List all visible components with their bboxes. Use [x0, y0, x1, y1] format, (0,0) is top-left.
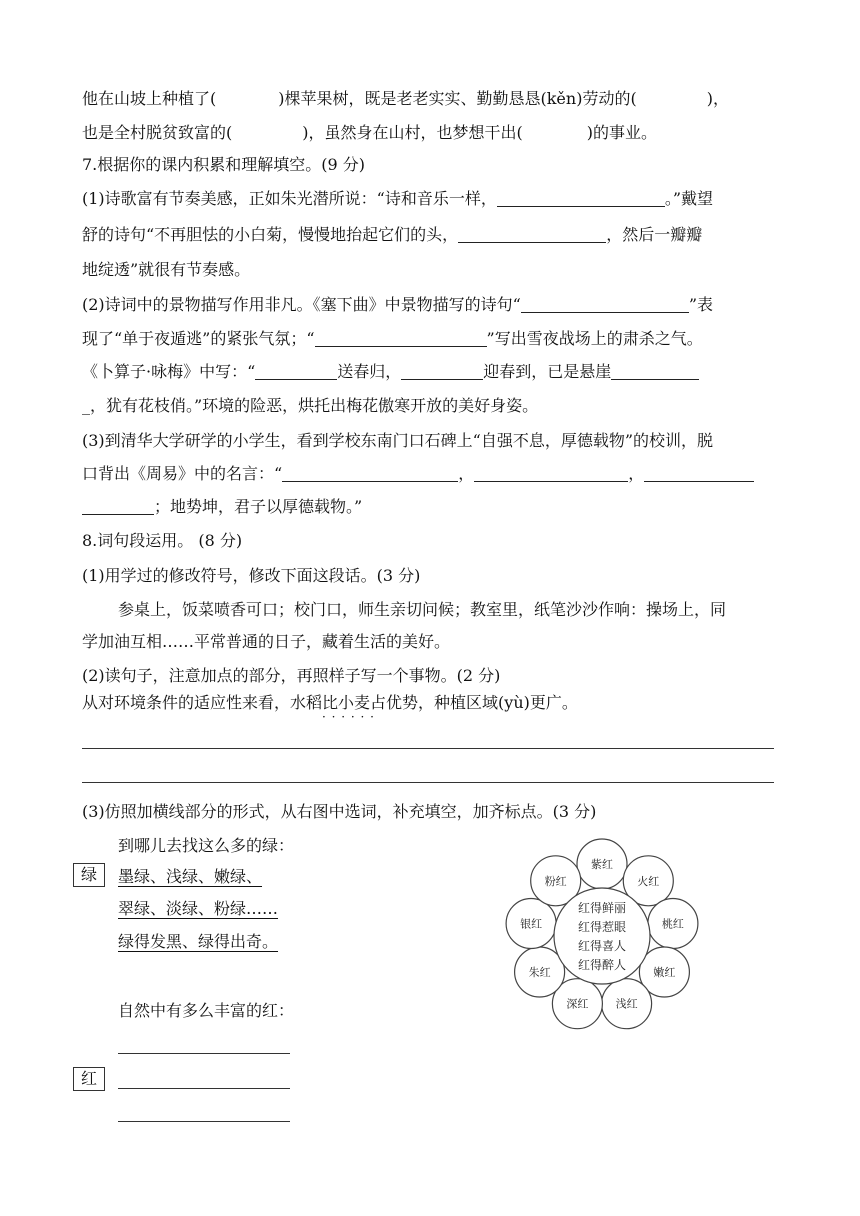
text: (2)诗词中的景物描写作用非凡。《塞下曲》中景物描写的诗句“ — [82, 295, 521, 314]
answer-line-1[interactable] — [82, 748, 774, 749]
q6-text: )， — [706, 89, 729, 108]
q7-blank-4[interactable] — [315, 330, 487, 347]
q6-text: 他在山坡上种植了( — [82, 89, 217, 108]
q8-p1-title: (1)用学过的修改符号，修改下面这段话。(3 分) — [82, 566, 421, 585]
text: ， — [628, 464, 645, 483]
q7-blank-1[interactable] — [497, 190, 665, 207]
text: ，种植区域(yù)更广。 — [418, 693, 578, 712]
q6-line-2 — [82, 122, 782, 144]
text: ， — [458, 464, 475, 483]
q7-p2-line-1 — [82, 294, 782, 316]
text: 《卜算子·咏梅》中写：“ — [82, 362, 256, 381]
flower-center-label: 红得鲜丽 — [577, 901, 627, 915]
q6-text: )的事业。 — [586, 123, 657, 142]
text: 口背出《周易》中的名言：“ — [82, 464, 283, 483]
text: 。”戴望 — [664, 189, 714, 208]
flower-petal-label: 紫红 — [591, 858, 613, 871]
q7-blank-2[interactable] — [458, 226, 606, 243]
q8-p1-text-2: 学加油互相……平常普通的日子，藏着生活的美好。 — [82, 632, 451, 651]
text: ，然后一瓣瓣 — [606, 225, 703, 244]
flower-petal-label: 朱红 — [528, 966, 551, 979]
text: ；地势坤，君子以厚德载物。” — [154, 497, 363, 516]
flower-center-label: 红得喜人 — [577, 939, 627, 953]
q7-p3-line-3 — [82, 496, 782, 518]
q7-p2-line-2 — [82, 328, 782, 350]
text: ”表 — [688, 295, 714, 314]
q6-text: )，虽然身在山村，也梦想干出( — [302, 123, 523, 142]
q7-p1-line-2 — [82, 224, 782, 246]
q7-p3-line-1: (3)到清华大学研学的小学生，看到学校东南门口石碑上“自强不息，厚德载物”的校训，脱 — [82, 431, 714, 450]
q7-p1-line-3: 地绽透”就很有节奏感。 — [82, 260, 251, 279]
q7-blank-7[interactable] — [611, 363, 699, 380]
q7-blank-3[interactable] — [521, 296, 689, 313]
green-box: 绿 — [73, 863, 105, 887]
q7-p2-line-4: _，犹有花枝俏。”环境的险恶，烘托出梅花傲寒开放的美好身姿。 — [82, 396, 539, 415]
q7-p1-line-1 — [82, 188, 782, 210]
q8-p3-title: (3)仿照加横线部分的形式，从右图中选词，补充填空，加齐标点。(3 分) — [82, 802, 597, 821]
red-intro: 自然中有多么丰富的红： — [118, 1001, 295, 1020]
text: 现了“单于夜遁逃”的紧张气氛；“ — [82, 329, 315, 348]
q8-p1-text-1: 参桌上，饭菜喷香可口；校门口，师生亲切问候；教室里，纸笔沙沙作响：操场上，同 — [118, 600, 727, 619]
flower-petal-label: 浅红 — [615, 997, 638, 1011]
text: (1)诗歌富有节奏美感，正如朱光潜所说：“诗和音乐一样， — [82, 189, 497, 208]
q7-p2-line-3 — [82, 361, 782, 383]
flower-center-label: 红得醉人 — [577, 958, 627, 972]
q7-blank-5[interactable] — [255, 363, 337, 380]
q7-blank-10[interactable] — [644, 465, 754, 482]
red-box: 红 — [73, 1067, 105, 1091]
flower-center-label: 红得惹眼 — [577, 920, 627, 934]
q7-title: 7.根据你的课内积累和理解填空。(9 分) — [82, 155, 366, 174]
text: ”写出雪夜战场上的肃杀之气。 — [486, 329, 703, 348]
q7-blank-11[interactable] — [82, 498, 154, 515]
green-line-2: 翠绿、淡绿、粉绿…… — [118, 899, 279, 918]
q8-p2-title: (2)读句子，注意加点的部分，再照样子写一个事物。(2 分) — [82, 666, 501, 685]
green-intro: 到哪儿去找这么多的绿： — [118, 836, 295, 855]
q7-blank-9[interactable] — [474, 465, 628, 482]
red-answer-line-3[interactable] — [118, 1121, 290, 1122]
flower-petal-label: 火红 — [637, 874, 660, 888]
dotted-emphasis: 比小麦占优势 · · · — [322, 693, 418, 712]
red-answer-line-2[interactable] — [118, 1088, 290, 1089]
green-line-3: 绿得发黑、绿得出奇。 — [118, 932, 279, 951]
text: 送春归， — [337, 362, 402, 381]
text: 迎春到，已是悬崖 — [483, 362, 612, 381]
q8-p2-sentence — [82, 692, 782, 714]
q6-line-1 — [82, 88, 782, 110]
answer-line-2[interactable] — [82, 782, 774, 783]
q6-text: )棵苹果树，既是老老实实、勤勤恳恳(kěn)劳动的( — [278, 89, 637, 108]
text: 舒的诗句“不再胆怯的小白菊，慢慢地抬起它们的头， — [82, 225, 459, 244]
green-line-1: 墨绿、浅绿、嫩绿、 — [118, 867, 263, 886]
q7-p3-line-2 — [82, 463, 782, 485]
q8-title: 8.词句段运用。 (8 分) — [82, 531, 243, 550]
text: 从对环境条件的适应性来看，水稻 — [82, 693, 323, 712]
red-answer-line-1[interactable] — [118, 1053, 290, 1054]
flower-petal-label: 银红 — [520, 917, 543, 931]
red-words-flower — [502, 838, 702, 1038]
flower-petal-label: 深红 — [566, 997, 589, 1011]
flower-petal-label: 粉红 — [544, 874, 567, 888]
flower-petal-label: 桃红 — [661, 917, 684, 931]
flower-petal-label: 嫩红 — [653, 966, 676, 979]
q7-blank-8[interactable] — [282, 465, 458, 482]
q6-text: 也是全村脱贫致富的( — [82, 123, 233, 142]
q7-blank-6[interactable] — [401, 363, 483, 380]
